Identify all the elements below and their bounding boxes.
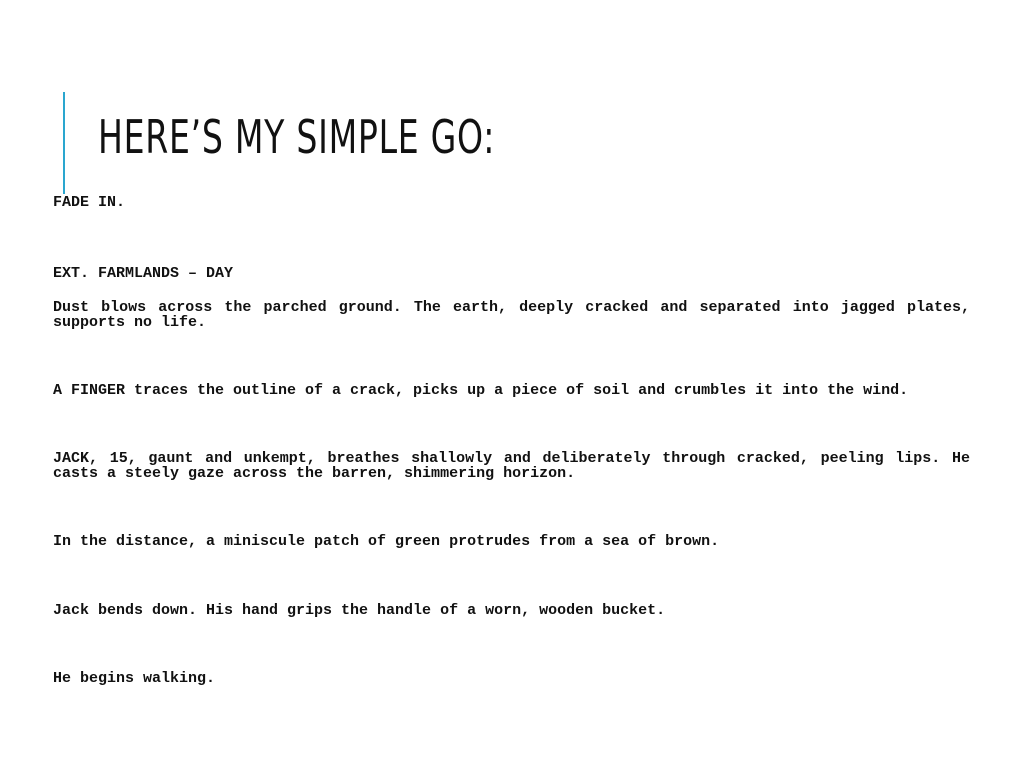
slide-title: HERE’S MY SIMPLE GO: xyxy=(98,110,496,164)
script-action-paragraph: He begins walking. xyxy=(53,670,216,687)
script-action-paragraph: Dust blows across the parched ground. The earth, deeply cracked and separated into jagged plates, supports no life. xyxy=(53,299,970,331)
script-action-paragraph: Jack bends down. His hand grips the handle of a worn, wooden bucket. xyxy=(53,602,666,619)
screenplay-excerpt xyxy=(53,195,970,686)
script-transition: FADE IN. xyxy=(53,194,126,211)
title-accent-bar xyxy=(63,92,65,194)
script-action-paragraph: A FINGER traces the outline of a crack, picks up a piece of soil and crumbles it into the wind. xyxy=(53,382,909,399)
script-action-paragraph: In the distance, a miniscule patch of green protrudes from a sea of brown. xyxy=(53,533,720,550)
script-action-paragraph: JACK, 15, gaunt and unkempt, breathes shallowly and deliberately through cracked, peeling lips. He casts a steely gaze across the barren, shimmering horizon. xyxy=(53,450,970,482)
script-scene-heading: EXT. FARMLANDS – DAY xyxy=(53,265,234,282)
